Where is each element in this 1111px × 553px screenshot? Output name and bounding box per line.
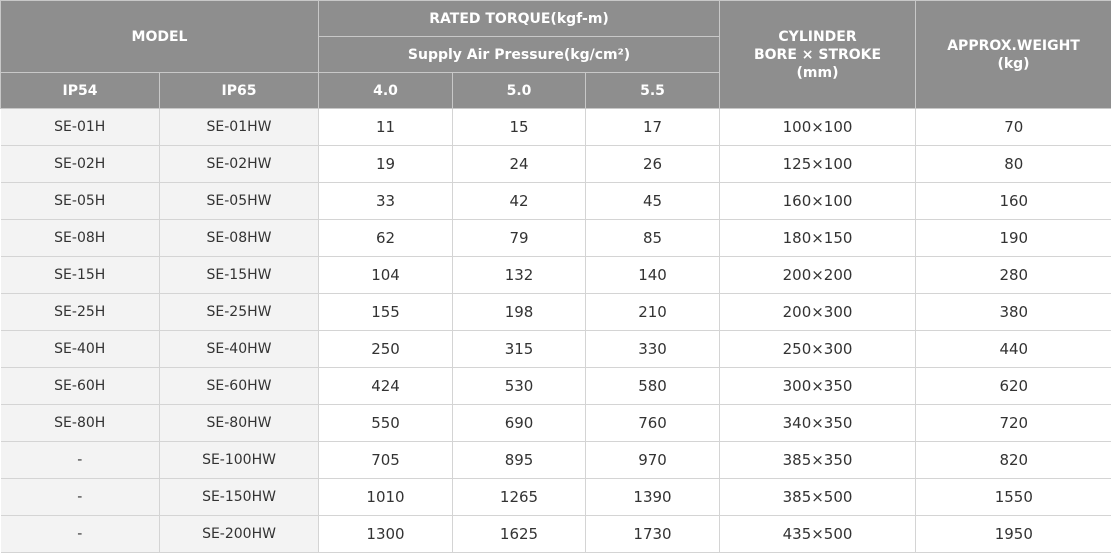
cell-torque-4-0: 33 — [319, 183, 453, 220]
cell-torque-5-5: 85 — [586, 220, 720, 257]
table-row — [1, 405, 1111, 442]
cell-torque-5-5: 210 — [586, 294, 720, 331]
cell-bore-stroke: 385×350 — [720, 442, 916, 479]
cell-weight: 440 — [916, 331, 1111, 368]
cell-torque-4-0: 104 — [319, 257, 453, 294]
cell-torque-5-0: 132 — [453, 257, 586, 294]
cell-ip65-model: SE-08HW — [160, 220, 319, 257]
cell-torque-5-0: 315 — [453, 331, 586, 368]
cell-torque-5-5: 1390 — [586, 479, 720, 516]
cell-ip65-model: SE-15HW — [160, 257, 319, 294]
cell-bore-stroke: 250×300 — [720, 331, 916, 368]
cell-bore-stroke: 100×100 — [720, 109, 916, 146]
table-header — [1, 1, 1111, 109]
header-supply-air-pressure: Supply Air Pressure(kg/cm²) — [319, 37, 720, 73]
cell-torque-5-5: 45 — [586, 183, 720, 220]
cell-ip65-model: SE-40HW — [160, 331, 319, 368]
header-cylinder-line1: CYLINDER — [720, 28, 915, 46]
cell-ip65-model: SE-200HW — [160, 516, 319, 553]
header-pressure-5-0: 5.0 — [453, 73, 586, 109]
table-row — [1, 109, 1111, 146]
header-cylinder — [720, 1, 916, 109]
table-row — [1, 516, 1111, 553]
cell-torque-5-0: 1265 — [453, 479, 586, 516]
cell-torque-5-5: 580 — [586, 368, 720, 405]
cell-ip54-model: SE-80H — [1, 405, 160, 442]
cell-torque-4-0: 19 — [319, 146, 453, 183]
cell-torque-4-0: 705 — [319, 442, 453, 479]
cell-torque-5-0: 79 — [453, 220, 586, 257]
cell-weight: 820 — [916, 442, 1111, 479]
cell-torque-5-0: 895 — [453, 442, 586, 479]
cell-ip65-model: SE-05HW — [160, 183, 319, 220]
table-row — [1, 442, 1111, 479]
cell-ip54-model: SE-60H — [1, 368, 160, 405]
header-weight-line1: APPROX.WEIGHT — [916, 37, 1111, 55]
table-row — [1, 220, 1111, 257]
cell-ip54-model: SE-01H — [1, 109, 160, 146]
header-weight — [916, 1, 1111, 109]
cell-ip65-model: SE-02HW — [160, 146, 319, 183]
table-row — [1, 146, 1111, 183]
cell-weight: 280 — [916, 257, 1111, 294]
cell-torque-5-0: 690 — [453, 405, 586, 442]
header-weight-line2: (kg) — [916, 55, 1111, 73]
cell-ip54-model: - — [1, 516, 160, 553]
cell-weight: 620 — [916, 368, 1111, 405]
cell-torque-5-5: 760 — [586, 405, 720, 442]
cell-torque-4-0: 1010 — [319, 479, 453, 516]
cell-ip54-model: SE-02H — [1, 146, 160, 183]
cell-torque-5-0: 42 — [453, 183, 586, 220]
cell-ip65-model: SE-80HW — [160, 405, 319, 442]
header-pressure-4-0: 4.0 — [319, 73, 453, 109]
table-row — [1, 294, 1111, 331]
header-pressure-5-5: 5.5 — [586, 73, 720, 109]
cell-ip65-model: SE-150HW — [160, 479, 319, 516]
cell-torque-4-0: 11 — [319, 109, 453, 146]
table-body — [1, 109, 1111, 553]
cell-torque-5-0: 15 — [453, 109, 586, 146]
table-row — [1, 183, 1111, 220]
cell-ip54-model: SE-15H — [1, 257, 160, 294]
cell-bore-stroke: 385×500 — [720, 479, 916, 516]
cell-bore-stroke: 435×500 — [720, 516, 916, 553]
cell-ip54-model: SE-08H — [1, 220, 160, 257]
cell-torque-4-0: 250 — [319, 331, 453, 368]
cell-ip54-model: SE-40H — [1, 331, 160, 368]
cell-torque-5-5: 140 — [586, 257, 720, 294]
cell-ip65-model: SE-01HW — [160, 109, 319, 146]
cell-ip54-model: SE-25H — [1, 294, 160, 331]
cell-weight: 1950 — [916, 516, 1111, 553]
cell-torque-4-0: 550 — [319, 405, 453, 442]
cell-torque-5-0: 530 — [453, 368, 586, 405]
cell-weight: 70 — [916, 109, 1111, 146]
cell-bore-stroke: 300×350 — [720, 368, 916, 405]
cell-torque-4-0: 62 — [319, 220, 453, 257]
cell-bore-stroke: 160×100 — [720, 183, 916, 220]
cell-bore-stroke: 200×200 — [720, 257, 916, 294]
cell-torque-4-0: 155 — [319, 294, 453, 331]
header-cylinder-line2: BORE × STROKE — [720, 46, 915, 64]
table-row — [1, 368, 1111, 405]
cell-torque-4-0: 424 — [319, 368, 453, 405]
cell-torque-5-5: 330 — [586, 331, 720, 368]
cell-torque-5-0: 198 — [453, 294, 586, 331]
cell-ip65-model: SE-25HW — [160, 294, 319, 331]
header-rated-torque: RATED TORQUE(kgf-m) — [319, 1, 720, 37]
header-model: MODEL — [1, 1, 319, 73]
cell-bore-stroke: 125×100 — [720, 146, 916, 183]
cell-torque-5-5: 17 — [586, 109, 720, 146]
cell-ip54-model: - — [1, 479, 160, 516]
cell-weight: 190 — [916, 220, 1111, 257]
header-ip65: IP65 — [160, 73, 319, 109]
header-ip54: IP54 — [1, 73, 160, 109]
cell-torque-5-5: 1730 — [586, 516, 720, 553]
table-row — [1, 257, 1111, 294]
cell-ip65-model: SE-60HW — [160, 368, 319, 405]
cell-weight: 720 — [916, 405, 1111, 442]
cell-torque-4-0: 1300 — [319, 516, 453, 553]
table-row — [1, 479, 1111, 516]
table-row — [1, 331, 1111, 368]
cell-torque-5-5: 26 — [586, 146, 720, 183]
cell-weight: 160 — [916, 183, 1111, 220]
cell-bore-stroke: 340×350 — [720, 405, 916, 442]
cell-bore-stroke: 200×300 — [720, 294, 916, 331]
cell-weight: 1550 — [916, 479, 1111, 516]
cell-torque-5-0: 1625 — [453, 516, 586, 553]
cell-ip65-model: SE-100HW — [160, 442, 319, 479]
cell-weight: 80 — [916, 146, 1111, 183]
cell-torque-5-5: 970 — [586, 442, 720, 479]
cell-torque-5-0: 24 — [453, 146, 586, 183]
cell-ip54-model: - — [1, 442, 160, 479]
header-cylinder-line3: (mm) — [720, 64, 915, 82]
cell-bore-stroke: 180×150 — [720, 220, 916, 257]
cell-weight: 380 — [916, 294, 1111, 331]
cell-ip54-model: SE-05H — [1, 183, 160, 220]
